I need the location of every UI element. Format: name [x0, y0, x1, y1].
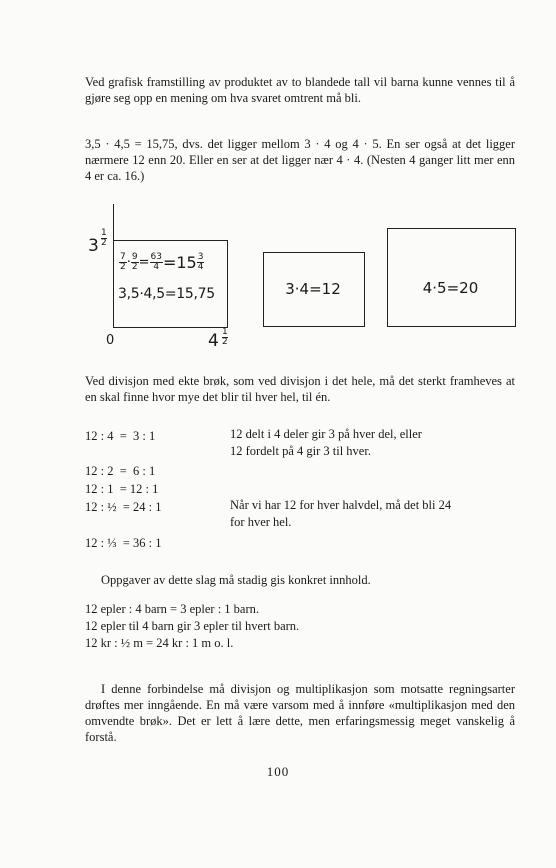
paragraph-calc: 3,5 · 4,5 = 15,75, dvs. det ligger mellom 3 · 4 og 4 · 5. En ser også at det ligger nærmere 12 enn 20. Eller en ser at det ligger nær 4 · 4. (Nesten 4 ganger litt mer enn 4 er ca. 16.)	[85, 137, 515, 183]
origin-label: 0	[106, 333, 115, 348]
y-axis-label: 3	[88, 236, 99, 256]
page-number: 100	[266, 764, 290, 779]
y-axis-label-fraction: 1 2	[101, 228, 107, 248]
division-note: 12 fordelt på 4 gir 3 til hver.	[230, 444, 371, 458]
example-line: 12 epler : 4 barn = 3 epler : 1 barn.	[85, 602, 260, 616]
division-expr: 12 : 2 = 6 : 1	[85, 464, 156, 478]
division-expr: 12 : 4 = 3 : 1	[85, 429, 156, 443]
rectangle-4-by-5	[387, 228, 516, 327]
division-expr: 12 : ⅓ = 36 : 1	[85, 536, 162, 550]
division-note: Når vi har 12 for hver halvdel, må det bli 24	[230, 498, 452, 512]
box-label-3-by-4: 3·4=12	[285, 280, 341, 298]
division-note: for hver hel.	[230, 515, 292, 529]
fraction-equation: $\frac{7}{2}$ · $\frac{9}{2}$ = $\frac{63}{4}$ =15 $\frac{3}{4}$	[120, 252, 204, 272]
example-line: 12 kr : ½ m = 24 kr : 1 m o. l.	[85, 636, 234, 650]
division-expr: 12 : 1 = 12 : 1	[85, 482, 159, 496]
x-axis-label-fraction: 1 2	[222, 327, 228, 347]
division-note: 12 delt i 4 deler gir 3 på hver del, eller	[230, 427, 422, 441]
paragraph-closing: I denne forbindelse må divisjon og multiplikasjon som motsatte regningsarter drøftes mer inngående. En må være varsom med å innføre «multiplikasjon med den omvendte brøk». Det er lett å lære dette, men erfaringsmessig meget vanskelig å forstå.	[85, 682, 515, 744]
example-line: 12 epler til 4 barn gir 3 epler til hvert barn.	[85, 619, 300, 633]
paragraph-intro: Ved grafisk framstilling av produktet av to blandede tall vil barna kunne vennes til å gjøre seg opp en mening om hva svaret omtrent må bli.	[85, 75, 515, 105]
box-label-4-by-5: 4·5=20	[422, 279, 479, 297]
paragraph-tasks: Oppgaver av dette slag må stadig gis konkret innhold.	[101, 573, 371, 587]
division-expr: 12 : ½ = 24 : 1	[85, 500, 162, 514]
decimal-equation: 3,5·4,5=15,75	[118, 286, 215, 302]
x-axis-label: 4	[208, 331, 219, 351]
paragraph-division: Ved divisjon med ekte brøk, som ved divisjon i det hele, må det sterkt framheves at en skal finne hvor mye det blir til hver hel, til én.	[85, 374, 515, 404]
